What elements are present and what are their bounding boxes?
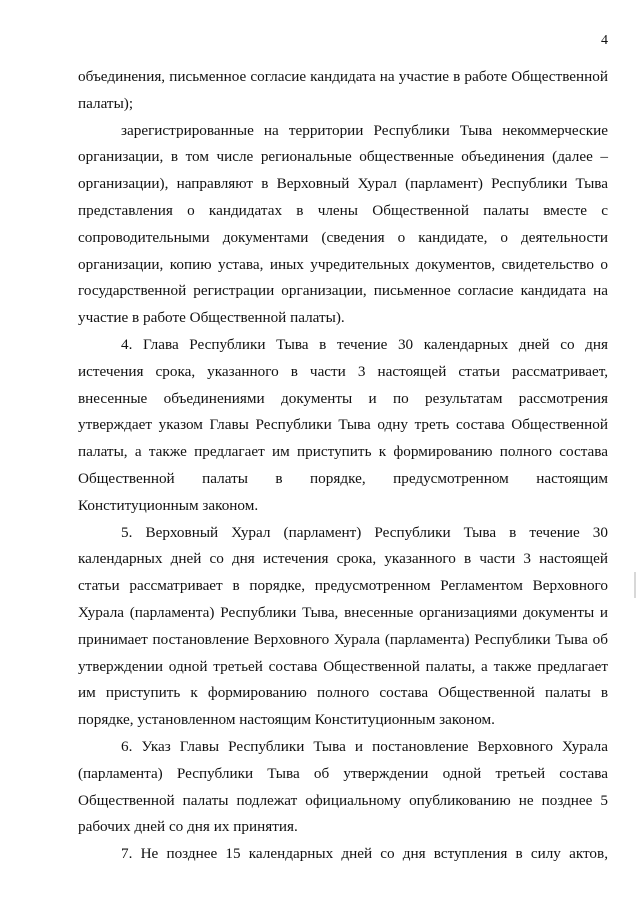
paragraph-item-5: 5. Верховный Хурал (парламент) Республики Тыва в течение 30 календарных дней со дня истечения срока, указанного в части 3 настоящей статьи рассматривает в порядке, предусмотренном Регламентом Верховного Хурала (парламента) Республики Тыва, внесенные организациями документы и принимает постановление Верховного Хурала (парламента) Республики Тыва об утверждении одной третьей состава Общественной палаты, а также предлагает им приступить к формированию полного состава Общественной палаты в порядке, установленном настоящим Конституционным законом. (78, 523, 608, 729)
document-body (78, 64, 608, 868)
scan-artifact (634, 572, 636, 598)
paragraph-continuation: объединения, письменное согласие кандидата на участие в работе Общественной палаты); (78, 68, 608, 112)
paragraph-item-4: 4. Глава Республики Тыва в течение 30 календарных дней со дня истечения срока, указанного в части 3 настоящей статьи рассматривает, внесенные объединениями документы и по результатам рассмотрения утверждает указом Главы Республики Тыва одну треть состава Общественной палаты, а также предлагает им приступить к формированию полного состава Общественной палаты в порядке, предусмотренном настоящим Конституционным законом. (78, 335, 608, 514)
page-number: 4 (601, 33, 608, 48)
paragraph-item-6: 6. Указ Главы Республики Тыва и постановление Верховного Хурала (парламента) Республики Тыва об утверждении одной третьей состава Общественной палаты подлежат официальному опубликованию не позднее 5 рабочих дней со дня их принятия. (78, 737, 608, 836)
paragraph-item-7: 7. Не позднее 15 календарных дней со дня вступления в силу актов, (121, 845, 608, 863)
paragraph-organizations: зарегистрированные на территории Республики Тыва некоммерческие организации, в том числе региональные общественные объединения (далее – организации), направляют в Верховный Хурал (парламент) Республики Тыва представления о кандидатах в члены Общественной палаты вместе с сопроводительными документами (сведения о кандидате, о деятельности организации, копию устава, иных учредительных документов, свидетельство о государственной регистрации организации, письменное согласие кандидата на участие в работе Общественной палаты). (78, 121, 608, 327)
